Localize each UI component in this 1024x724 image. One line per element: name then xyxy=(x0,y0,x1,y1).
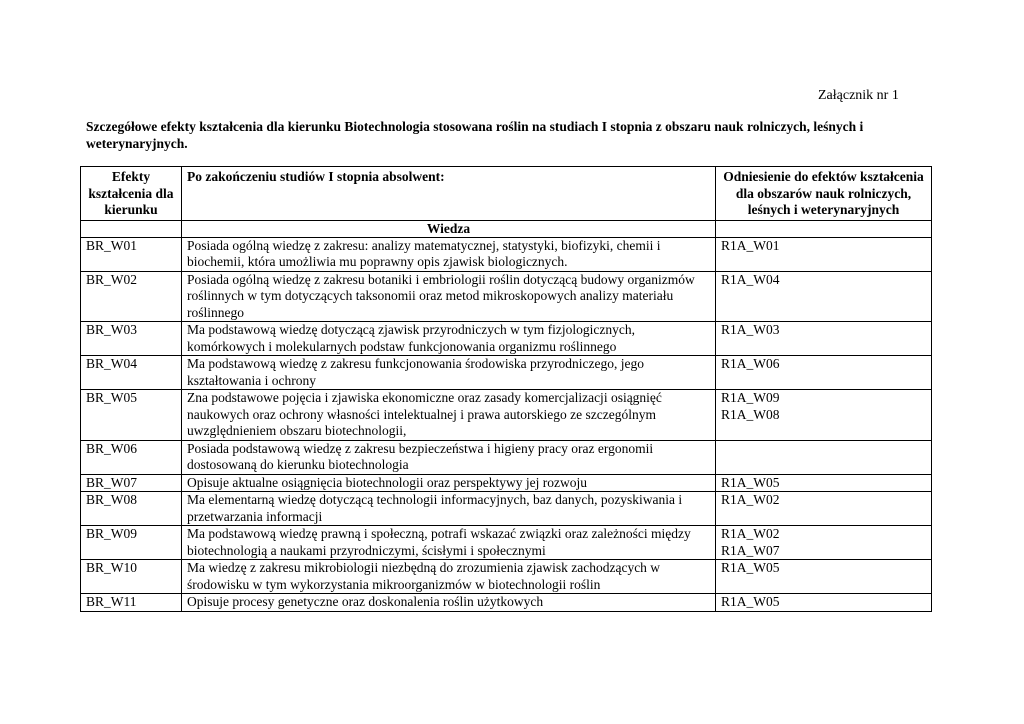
table-row xyxy=(81,492,932,526)
cell-description: Posiada ogólną wiedzę z zakresu: analizy matematycznej, statystyki, biofizyki, chemii i biochemii, która umożliwia mu poprawny opis zjawisk biologicznych. xyxy=(182,237,716,271)
cell-reference xyxy=(716,594,932,612)
table-row xyxy=(81,237,932,271)
cell-code: BR_W07 xyxy=(81,474,182,492)
table-row xyxy=(81,474,932,492)
document-title: Szczegółowe efekty kształcenia dla kierunku Biotechnologia stosowana roślin na studiach I stopnia z obszaru nauk rolniczych, leśnych i weterynaryjnych. xyxy=(86,119,864,151)
cell-reference xyxy=(716,271,932,322)
table-header-row xyxy=(81,167,932,221)
reference-code: R1A_W06 xyxy=(721,356,780,371)
cell-description: Posiada ogólną wiedzę z zakresu botaniki i embriologii roślin dotyczącą budowy organizmów roślinnych w tym dotyczących taksonomii oraz metod mikroskopowych analizy materiału roślinnego xyxy=(182,271,716,322)
reference-code: R1A_W02 xyxy=(721,526,780,541)
reference-code: R1A_W08 xyxy=(721,406,780,422)
section-empty-cell xyxy=(81,220,182,237)
cell-description: Ma wiedzę z zakresu mikrobiologii niezbędną do zrozumienia zjawisk zachodzących w środowisku w tym wykorzystania mikroorganizmów w biotechnologii roślin xyxy=(182,560,716,594)
table-row xyxy=(81,390,932,441)
cell-description: Zna podstawowe pojęcia i zjawiska ekonomiczne oraz zasady komercjalizacji osiągnięć naukowych oraz ochrony własności intelektualnej i prawa autorskiego ze szczególnym uwzględnieniem obszaru biotechnologii, xyxy=(182,390,716,441)
cell-reference xyxy=(716,322,932,356)
section-empty-cell xyxy=(716,220,932,237)
table-row xyxy=(81,560,932,594)
table-row xyxy=(81,594,932,612)
reference-code: R1A_W03 xyxy=(721,322,780,337)
cell-description: Posiada podstawową wiedzę z zakresu bezpieczeństwa i higieny pracy oraz ergonomii dostosowaną do kierunku biotechnologia xyxy=(182,440,716,474)
reference-code: R1A_W02 xyxy=(721,492,780,507)
reference-code: R1A_W09 xyxy=(721,390,780,405)
cell-code: BR_W05 xyxy=(81,390,182,441)
cell-code: BR_W10 xyxy=(81,560,182,594)
reference-code: R1A_W04 xyxy=(721,271,780,287)
table-row xyxy=(81,440,932,474)
cell-description: Ma elementarną wiedzę dotyczącą technologii informacyjnych, baz danych, pozyskiwania i przetwarzania informacji xyxy=(182,492,716,526)
section-row xyxy=(81,220,932,237)
reference-code: R1A_W05 xyxy=(721,594,780,609)
table-row xyxy=(81,526,932,560)
cell-code: BR_W01 xyxy=(81,237,182,271)
cell-description: Ma podstawową wiedzę dotyczącą zjawisk przyrodniczych w tym fizjologicznych, komórkowych i molekularnych podstaw funkcjonowania organizmu roślinnego xyxy=(182,322,716,356)
table-row xyxy=(81,271,932,322)
cell-code: BR_W03 xyxy=(81,322,182,356)
header-code: Efekty kształcenia dla kierunku xyxy=(81,167,182,221)
cell-code: BR_W08 xyxy=(81,492,182,526)
reference-code: R1A_W01 xyxy=(721,237,780,253)
cell-description: Opisuje aktualne osiągnięcia biotechnologii oraz perspektywy jej rozwoju xyxy=(182,474,716,492)
cell-description: Opisuje procesy genetyczne oraz doskonalenia roślin użytkowych xyxy=(182,594,716,612)
cell-reference xyxy=(716,526,932,560)
annex-label: Załącznik nr 1 xyxy=(818,88,899,103)
learning-outcomes-table xyxy=(80,166,932,612)
cell-reference xyxy=(716,390,932,441)
reference-code: R1A_W05 xyxy=(721,560,780,575)
cell-code: BR_W06 xyxy=(81,440,182,474)
header-description: Po zakończeniu studiów I stopnia absolwent: xyxy=(182,167,716,221)
cell-reference xyxy=(716,492,932,526)
reference-code: R1A_W07 xyxy=(721,542,780,558)
table-row xyxy=(81,322,932,356)
cell-reference xyxy=(716,474,932,492)
cell-reference xyxy=(716,356,932,390)
section-label: Wiedza xyxy=(182,220,716,237)
header-reference: Odniesienie do efektów kształcenia dla obszarów nauk rolniczych, leśnych i weterynaryjnych xyxy=(716,167,932,221)
cell-description: Ma podstawową wiedzę prawną i społeczną, potrafi wskazać związki oraz zależności między biotechnologią a naukami przyrodniczymi, ścisłymi i społecznymi xyxy=(182,526,716,560)
table-body xyxy=(81,220,932,611)
cell-description: Ma podstawową wiedzę z zakresu funkcjonowania środowiska przyrodniczego, jego kształtowania i ochrony xyxy=(182,356,716,390)
cell-code: BR_W02 xyxy=(81,271,182,322)
cell-reference xyxy=(716,237,932,271)
reference-code: R1A_W05 xyxy=(721,474,780,490)
cell-code: BR_W09 xyxy=(81,526,182,560)
table-row xyxy=(81,356,932,390)
cell-code: BR_W11 xyxy=(81,594,182,612)
cell-reference xyxy=(716,440,932,474)
cell-code: BR_W04 xyxy=(81,356,182,390)
cell-reference xyxy=(716,560,932,594)
